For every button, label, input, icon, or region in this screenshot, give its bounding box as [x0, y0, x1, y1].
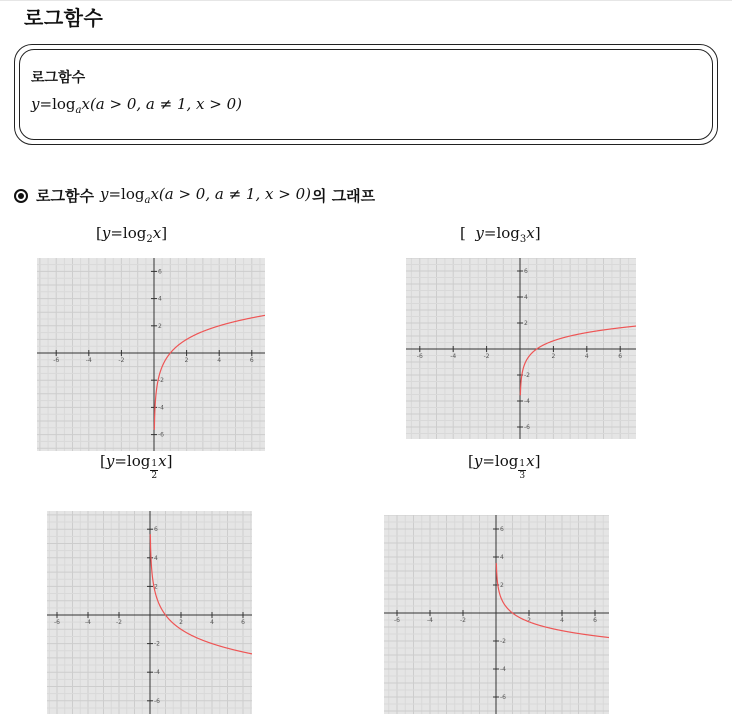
x-tick-label: 2	[551, 353, 556, 360]
y-tick-label: -4	[500, 666, 506, 673]
formula-log: log	[52, 95, 76, 113]
x-tick-label: -4	[85, 357, 92, 364]
x-tick-label: 4	[210, 619, 214, 626]
definition-heading: 로그함수	[31, 70, 86, 86]
fraction-numerator: 1	[151, 459, 158, 469]
graph-log3	[406, 258, 636, 439]
label-arg: x	[152, 224, 162, 242]
graph-label-log3	[460, 224, 541, 245]
label-log: log	[126, 452, 151, 470]
section-formula-conditions: (a > 0, a ≠ 1, x > 0)	[158, 185, 311, 203]
y-tick-label: 2	[154, 583, 158, 591]
section-formula-base: a	[144, 195, 151, 206]
y-tick-label: -2	[524, 372, 530, 379]
section-heading	[14, 185, 375, 206]
y-tick-label: -4	[158, 404, 164, 412]
log-curve	[154, 315, 265, 430]
formula-base: a	[75, 105, 82, 116]
graph-log2	[37, 258, 265, 451]
x-tick-label: -4	[427, 617, 433, 624]
y-tick-label: 6	[158, 268, 162, 276]
section-prefix: 로그함수	[36, 187, 94, 205]
y-tick-label: -4	[154, 669, 160, 677]
label-close: ]	[166, 452, 173, 470]
graph-label-log-third	[468, 452, 540, 481]
x-tick-label: -6	[54, 619, 60, 626]
definition-box	[14, 44, 718, 145]
section-formula-lhs: y	[99, 185, 109, 203]
label-eq: =	[110, 224, 123, 242]
y-tick-label: -2	[154, 640, 160, 648]
section-formula-arg: x	[150, 185, 159, 203]
section-formula-eq: =	[108, 185, 122, 203]
y-tick-label: 6	[500, 526, 504, 533]
x-tick-label: -6	[416, 353, 423, 360]
x-tick-label: 6	[249, 357, 254, 364]
x-tick-label: -2	[460, 617, 466, 624]
label-eq: =	[482, 452, 495, 470]
label-open: [	[460, 224, 466, 242]
label-eq: =	[483, 224, 497, 242]
definition-formula	[31, 95, 242, 116]
graph-log-half-plot	[47, 511, 252, 714]
y-tick-label: 2	[158, 322, 162, 330]
fraction-numerator: 1	[519, 459, 526, 469]
x-tick-label: -4	[85, 619, 91, 626]
graph-log-half	[47, 511, 252, 714]
graph-log-third	[384, 515, 609, 714]
page-title: 로그함수	[24, 6, 104, 30]
label-open: [	[468, 452, 474, 470]
x-tick-label: 6	[593, 617, 597, 624]
formula-arg: x	[81, 95, 90, 113]
x-tick-label: 4	[217, 357, 222, 364]
y-tick-label: 6	[154, 526, 158, 534]
y-tick-label: -6	[524, 424, 530, 431]
y-tick-label: -2	[158, 377, 164, 385]
label-lhs: y	[105, 452, 115, 470]
x-tick-label: 2	[179, 619, 183, 626]
fraction-denominator: 3	[519, 471, 526, 481]
x-tick-label: 2	[184, 357, 189, 364]
x-tick-label: -6	[394, 617, 400, 624]
formula-lhs: y	[31, 95, 40, 113]
y-tick-label: -6	[158, 431, 164, 439]
graph-label-log2	[96, 224, 167, 245]
label-lhs: y	[473, 452, 483, 470]
label-base: 3	[519, 234, 527, 245]
y-tick-label: 4	[524, 294, 528, 301]
y-tick-label: -4	[524, 398, 530, 405]
x-tick-label: -2	[483, 353, 490, 360]
graph-log-third-plot	[384, 515, 609, 714]
label-base-fraction	[150, 460, 158, 481]
x-tick-label: 2	[527, 617, 531, 624]
label-close: ]	[534, 452, 541, 470]
y-tick-label: 2	[500, 582, 504, 589]
graph-log2-plot	[37, 258, 265, 451]
top-divider	[0, 0, 732, 1]
formula-eq: =	[39, 95, 53, 113]
label-log: log	[496, 224, 520, 242]
x-tick-label: 4	[560, 617, 564, 624]
y-tick-label: 4	[500, 554, 504, 561]
label-base-fraction	[518, 460, 526, 481]
fraction-denominator: 2	[151, 471, 158, 481]
formula-conditions: (a > 0, a ≠ 1, x > 0)	[89, 95, 243, 113]
x-tick-label: -2	[118, 357, 125, 364]
y-tick-label: 4	[158, 295, 162, 303]
label-close: ]	[161, 224, 168, 242]
label-arg: x	[526, 452, 535, 470]
bullet-icon	[14, 189, 28, 203]
graph-label-log-half	[100, 452, 172, 481]
graph-log3-plot	[406, 258, 636, 439]
x-tick-label: 6	[618, 353, 623, 360]
x-tick-label: -2	[116, 619, 122, 626]
label-open: [	[100, 452, 106, 470]
label-lhs: y	[101, 224, 111, 242]
label-close: ]	[534, 224, 541, 242]
y-tick-label: 2	[524, 320, 528, 327]
x-tick-label: -4	[450, 353, 457, 360]
x-tick-label: 6	[241, 619, 245, 626]
label-lhs: y	[475, 224, 484, 242]
y-tick-label: 6	[524, 268, 528, 275]
x-tick-label: 4	[584, 353, 589, 360]
x-tick-label: -6	[53, 357, 60, 364]
label-arg: x	[526, 224, 535, 242]
label-log: log	[494, 452, 519, 470]
label-arg: x	[158, 452, 167, 470]
label-eq: =	[114, 452, 127, 470]
section-formula	[100, 185, 311, 206]
label-log: log	[122, 224, 147, 242]
section-formula-log: log	[121, 185, 145, 203]
y-tick-label: -2	[500, 638, 506, 645]
y-tick-label: -6	[154, 697, 160, 705]
section-suffix: 의 그래프	[311, 187, 376, 205]
label-base: 2	[146, 234, 153, 245]
y-tick-label: -6	[500, 694, 506, 701]
label-open: [	[96, 224, 102, 242]
y-tick-label: 4	[154, 554, 158, 562]
